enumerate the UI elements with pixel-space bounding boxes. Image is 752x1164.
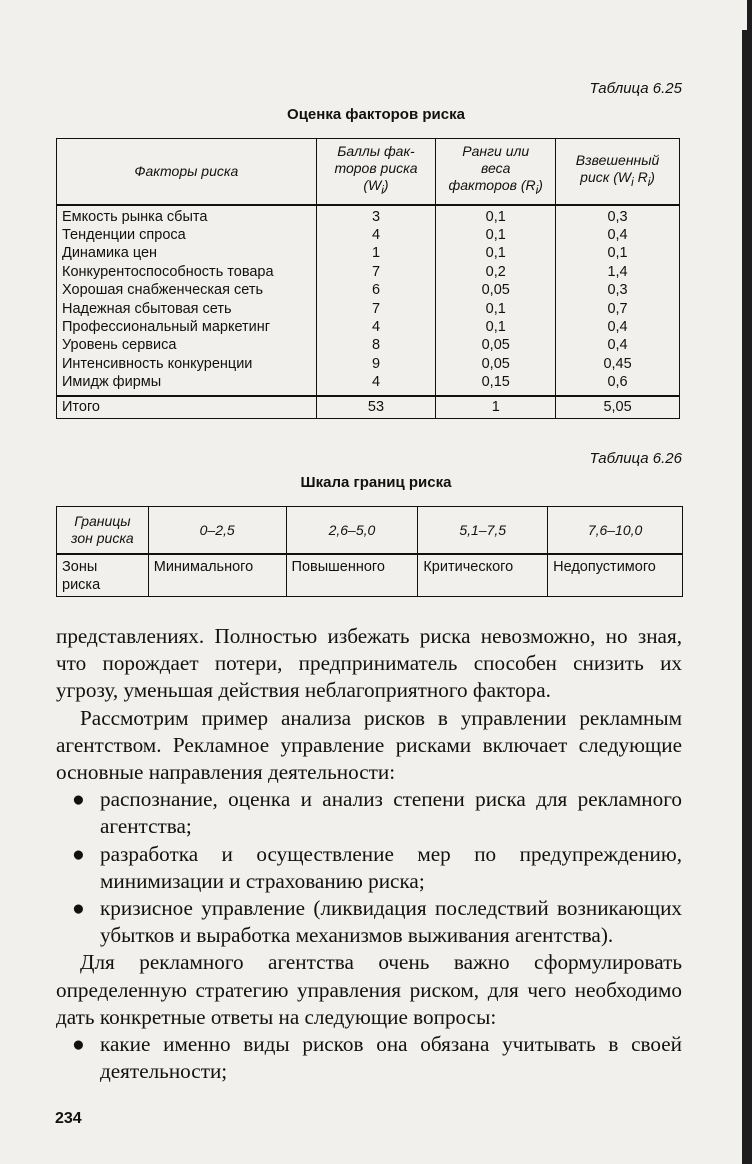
table-row bbox=[57, 318, 680, 336]
list-item: ● какие именно виды рисков она обязана учитывать в своей деятельности; bbox=[72, 1032, 682, 1084]
zone-unacceptable: Недопустимого bbox=[548, 554, 683, 597]
paragraph: представлениях. Полностью избежать риска невозможно, но зная, что порождает потери, предприниматель способен снизить их угрозу, уменьшая действия неблагоприятного фактора. bbox=[56, 624, 682, 703]
factor-name: Надежная сбытовая сеть bbox=[57, 300, 317, 318]
factor-weight: 0,05 bbox=[436, 336, 556, 354]
factor-weighted: 0,6 bbox=[556, 373, 680, 395]
header-range-3: 5,1–7,5 bbox=[418, 507, 548, 555]
risk-factors-table bbox=[56, 138, 680, 419]
paragraph: Рассмотрим пример анализа рисков в управлении рекламным агентством. Рекламное управление рисками включает следующие основные направления деятельности: bbox=[56, 705, 682, 785]
factor-weighted: 0,4 bbox=[556, 318, 680, 336]
factor-weight: 0,05 bbox=[436, 355, 556, 373]
factor-name: Конкурентоспособность товара bbox=[57, 263, 317, 281]
table-row bbox=[57, 336, 680, 354]
table-row bbox=[57, 300, 680, 318]
factor-score: 4 bbox=[316, 226, 436, 244]
factor-score: 9 bbox=[316, 355, 436, 373]
bullet-icon: ● bbox=[72, 896, 85, 921]
total-weight: 1 bbox=[436, 396, 556, 419]
total-row bbox=[57, 396, 680, 419]
factor-score: 4 bbox=[316, 373, 436, 395]
header-weighted-risk: Взвешенный риск ($W_i$ $R_i$) bbox=[556, 139, 680, 205]
factor-weighted: 0,3 bbox=[556, 281, 680, 299]
table-row bbox=[57, 554, 683, 597]
factor-name: Имидж фирмы bbox=[57, 373, 317, 395]
table2-caption: Таблица 6.26 bbox=[589, 450, 682, 467]
total-weighted: 5,05 bbox=[556, 396, 680, 419]
bullet-icon: ● bbox=[72, 841, 85, 866]
table-row bbox=[57, 244, 680, 262]
factor-score: 6 bbox=[316, 281, 436, 299]
factor-weighted: 0,45 bbox=[556, 355, 680, 373]
page-edge-gap bbox=[742, 0, 747, 30]
factor-name: Динамика цен bbox=[57, 244, 317, 262]
factor-weighted: 0,4 bbox=[556, 226, 680, 244]
factor-name: Хорошая снабженческая сеть bbox=[57, 281, 317, 299]
bullet-icon: ● bbox=[72, 787, 85, 812]
factor-name: Интенсивность конкуренции bbox=[57, 355, 317, 373]
zone-label: Зоны риска bbox=[57, 554, 149, 597]
paragraph: Для рекламного агентства очень важно сформулировать определенную стратегию управления риском, для чего необходимо дать конкретные ответы на следующие вопросы: bbox=[56, 950, 682, 1029]
factor-weight: 0,1 bbox=[436, 226, 556, 244]
table-row bbox=[57, 281, 680, 299]
factor-weight: 0,1 bbox=[436, 244, 556, 262]
table2-title: Шкала границ риска bbox=[300, 474, 452, 491]
factor-name: Тенденции спроса bbox=[57, 226, 317, 244]
header-risk-zone-bounds: Границы зон риска bbox=[57, 507, 149, 555]
factor-weight: 0,1 bbox=[436, 300, 556, 318]
factor-score: 1 bbox=[316, 244, 436, 262]
page-number: 234 bbox=[55, 1110, 82, 1127]
header-range-2: 2,6–5,0 bbox=[286, 507, 418, 555]
factor-weight: 0,1 bbox=[436, 205, 556, 226]
table-row bbox=[57, 373, 680, 395]
table-row bbox=[57, 355, 680, 373]
table-row bbox=[57, 226, 680, 244]
factor-name: Уровень сервиса bbox=[57, 336, 317, 354]
factor-weight: 0,05 bbox=[436, 281, 556, 299]
factor-score: 4 bbox=[316, 318, 436, 336]
zone-elevated: Повышенного bbox=[286, 554, 418, 597]
factor-score: 7 bbox=[316, 300, 436, 318]
zone-critical: Критического bbox=[418, 554, 548, 597]
header-factors: Факторы риска bbox=[57, 139, 317, 205]
factor-weighted: 0,7 bbox=[556, 300, 680, 318]
total-label: Итого bbox=[57, 396, 317, 419]
list-item: ● кризисное управление (ликвидация последствий возникающих убытков и выработка механизмов выживания агентства). bbox=[72, 896, 682, 948]
risk-scale-table bbox=[56, 506, 683, 597]
table-row bbox=[57, 205, 680, 226]
factor-weighted: 0,3 bbox=[556, 205, 680, 226]
table1-caption: Таблица 6.25 bbox=[589, 80, 682, 97]
factor-name: Профессиональный маркетинг bbox=[57, 318, 317, 336]
total-score: 53 bbox=[316, 396, 436, 419]
page-edge-shadow bbox=[742, 0, 752, 1164]
header-scores: Баллы фак- торов риска $(W_i)$ bbox=[316, 139, 436, 205]
factor-score: 7 bbox=[316, 263, 436, 281]
factor-weighted: 1,4 bbox=[556, 263, 680, 281]
factor-name: Емкость рынка сбыта bbox=[57, 205, 317, 226]
factor-weighted: 0,4 bbox=[556, 336, 680, 354]
factor-weight: 0,2 bbox=[436, 263, 556, 281]
table-row bbox=[57, 263, 680, 281]
header-range-4: 7,6–10,0 bbox=[548, 507, 683, 555]
factor-score: 8 bbox=[316, 336, 436, 354]
bullet-list bbox=[56, 1031, 682, 1085]
body-text bbox=[56, 623, 682, 1085]
zone-minimal: Минимального bbox=[148, 554, 286, 597]
table1-title: Оценка факторов риска bbox=[287, 106, 465, 123]
list-item: ● разработка и осуществление мер по предупреждению, минимизации и страхованию риска; bbox=[72, 841, 682, 893]
factor-weight: 0,15 bbox=[436, 373, 556, 395]
bullet-icon: ● bbox=[72, 1032, 85, 1057]
bullet-list bbox=[56, 786, 682, 949]
factor-score: 3 bbox=[316, 205, 436, 226]
factor-weight: 0,1 bbox=[436, 318, 556, 336]
list-item: ● распознание, оценка и анализ степени риска для рекламного агентства; bbox=[72, 787, 682, 839]
header-range-1: 0–2,5 bbox=[148, 507, 286, 555]
header-weights: Ранги или веса факторов $(R_i)$ bbox=[436, 139, 556, 205]
factor-weighted: 0,1 bbox=[556, 244, 680, 262]
